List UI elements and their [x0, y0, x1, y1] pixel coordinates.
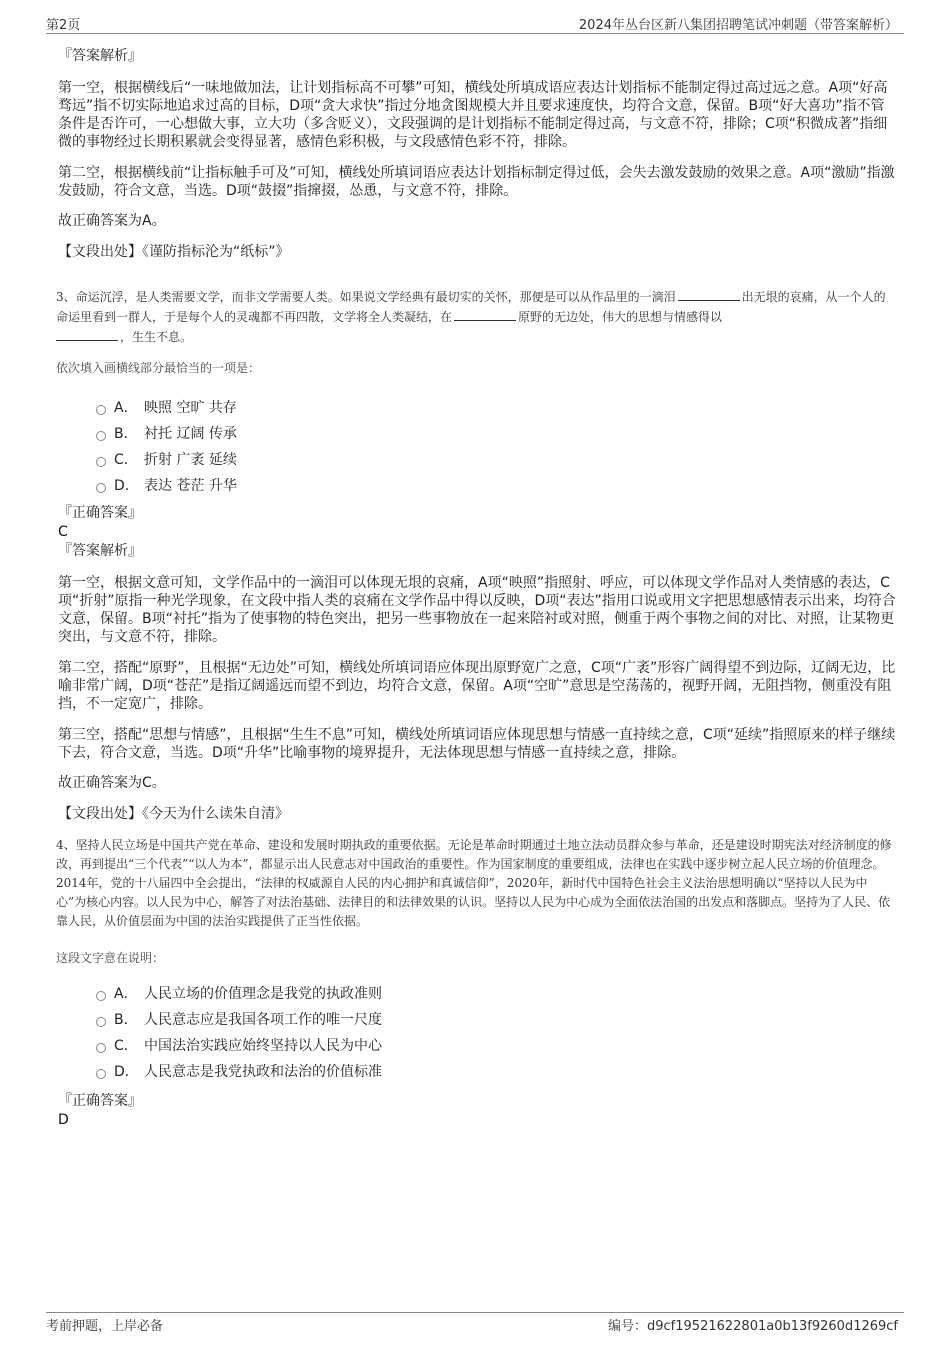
footer-slogan: 考前押题，上岸必备 [46, 1319, 164, 1334]
fill-blank [454, 309, 516, 321]
analysis-paragraph: 第二空，根据横线前“让指标触手可及”可知，横线处所填词语应表达计划指标制定得过低，会失去激发鼓励的效果之意。A项“激励”指激发鼓励，符合文意，当选。D项“鼓掇”指撺掇，怂恿，与文意不符，排除。 [58, 165, 895, 199]
option-list [96, 981, 896, 1085]
analysis-conclusion: 故正确答案为C。 [58, 775, 166, 791]
analysis-paragraph: 第二空，搭配“原野”，且根据“无边处”可知，横线处所填词语应体现出原野宽广之意，C项“广袤”形容广阔得望不到边际，辽阔无边，比喻非常广阔，D项“苍茫”是指辽阔遥远而望不到边，均符合文意，保留。A项“空旷”意思是空荡荡的，视野开阔，无阻挡物，侧重没有阻挡，不一定宽广，排除。 [58, 660, 896, 712]
analysis-paragraph: 第一空，根据文意可知，文学作品中的一滴泪可以体现无垠的哀痛，A项“映照”指照射、呼应，可以体现文学作品对人类情感的表达，C项“折射”原指一种光学现象，在文段中指人类的哀痛在文学作品中得以反映，D项“表达”指用口说或用文字把思想感情表示出来，均符合文意，保留。B项“衬托”指为了使事物的特色突出，把另一些事物放在一起来陪衬或对照，侧重于两个事物之间的对比、对照，让某物更突出，与文意不符，排除。 [58, 575, 896, 645]
fill-blank [678, 289, 740, 301]
passage-source: 【文段出处】《今天为什么读朱自清》 [58, 806, 289, 822]
radio-button[interactable] [96, 405, 106, 415]
page-footer [46, 1312, 904, 1332]
option-list [96, 395, 896, 499]
analysis-paragraph: 第三空，搭配“思想与情感”，且根据“生生不息”可知，横线处所填词语应体现思想与情感一直持续之意，C项“延续”指照原来的样子继续下去，符合文意，当选。D项“升华”比喻事物的境界提升，无法体现思想与情感一直持续之意，排除。 [58, 727, 896, 761]
fill-blank [56, 329, 118, 341]
option-b[interactable]: B． 衬托 辽阔 传承 [96, 421, 896, 447]
question-prompt: 这段文字意在说明： [56, 951, 165, 965]
radio-button[interactable] [96, 483, 106, 493]
option-text: 映照 空旷 共存 [144, 400, 237, 416]
option-c[interactable]: C． 中国法治实践应始终坚持以人民为中心 [96, 1033, 896, 1059]
option-b[interactable]: B． 人民意志应是我国各项工作的唯一尺度 [96, 1007, 896, 1033]
radio-button[interactable] [96, 1069, 106, 1079]
page-content [56, 46, 896, 1129]
correct-answer-label: 『正确答案』 [58, 1093, 142, 1109]
radio-button[interactable] [96, 1043, 106, 1053]
analysis-label: 『答案解析』 [58, 543, 142, 559]
option-a[interactable]: A． 映照 空旷 共存 [96, 395, 896, 421]
page-number: 第2页 [46, 18, 81, 33]
correct-answer-label: 『正确答案』 [58, 505, 142, 521]
page-header [46, 14, 904, 34]
analysis-conclusion: 故正确答案为A。 [58, 213, 166, 229]
option-text: 人民意志应是我国各项工作的唯一尺度 [144, 1012, 382, 1028]
question-text: ，生生不息。 [120, 330, 193, 344]
question-3 [56, 287, 896, 824]
question-text: 出无垠的哀痛，从一个人的命运里看到一群人，于是每个人的灵魂都不再四散，文学将全人类凝结，在 [56, 290, 886, 324]
option-d[interactable]: D． 人民意志是我党执政和法治的价值标准 [96, 1059, 896, 1085]
option-c[interactable]: C． 折射 广袤 延续 [96, 447, 896, 473]
option-text: 折射 广袤 延续 [144, 452, 237, 468]
option-text: 衬托 辽阔 传承 [144, 426, 237, 442]
question-text: 原野的无边处，伟大的思想与情感得以 [518, 310, 723, 324]
question-prompt: 依次填入画横线部分最恰当的一项是： [56, 361, 261, 375]
passage-source: 【文段出处】《谨防指标沦为“纸标”》 [58, 244, 290, 260]
analysis-label: 『答案解析』 [58, 48, 142, 64]
option-text: 表达 苍茫 升华 [144, 478, 237, 494]
radio-button[interactable] [96, 431, 106, 441]
question-stem: 4、坚持人民立场是中国共产党在革命、建设和发展时期执政的重要依据。无论是革命时期通过土地立法动员群众参与革命，还是建设时期宪法对经济制度的修改，再到提出“三个代表”“以人为本”，都显示出人民意志对中国政治的重要性。作为国家制度的重要组成，法律也在实践中逐步树立起人民立场的价值理念。2014年，党的十八届四中全会提出，“法律的权威源自人民的内心拥护和真诚信仰”，2020年，新时代中国特色社会主义法治思想明确以“坚持以人民为中心”为核心内容。以人民为中心，解答了对法治基础、法律目的和法律效果的认识。坚持以人民为中心成为全面依法治国的出发点和落脚点。坚持为了人民、依靠人民，从价值层面为中国的法治实践提供了正当性依据。 [56, 838, 892, 928]
analysis-paragraph: 第一空，根据横线后“一味地做加法，让计划指标高不可攀”可知，横线处所填成语应表达计划指标不能制定得过高过远之意。A项“好高骛远”指不切实际地追求过高的目标，D项“贪大求快”指过分地贪图规模大并且要求速度快，均符合文意，保留。B项“好大喜功”指不管条件是否许可，一心想做大事，立大功（多含贬义），文段强调的是计划指标不能制定得过高，与文意不符，排除；C项“积微成著”指细微的事物经过长期积累就会变得显著，感情色彩积极，与文段感情色彩不符，排除。 [58, 80, 888, 150]
prev-question-analysis [56, 46, 896, 262]
option-d[interactable]: D． 表达 苍茫 升华 [96, 473, 896, 499]
document-id: 编号：d9cf19521622801a0b13f9260d1269cf [608, 1319, 898, 1334]
option-text: 人民立场的价值理念是我党的执政准则 [144, 986, 382, 1002]
correct-answer: D [58, 1112, 69, 1128]
option-text: 中国法治实践应始终坚持以人民为中心 [144, 1038, 382, 1054]
radio-button[interactable] [96, 457, 106, 467]
question-stem [56, 287, 896, 347]
radio-button[interactable] [96, 991, 106, 1001]
option-text: 人民意志是我党执政和法治的价值标准 [144, 1064, 382, 1080]
option-a[interactable]: A． 人民立场的价值理念是我党的执政准则 [96, 981, 896, 1007]
radio-button[interactable] [96, 1017, 106, 1027]
question-4 [56, 836, 896, 1129]
correct-answer: C [58, 524, 68, 540]
document-title: 2024年丛台区新八集团招聘笔试冲刺题（带答案解析） [578, 18, 898, 33]
question-text: 3、命运沉浮，是人类需要文学，而非文学需要人类。如果说文学经典有最切实的关怀，那便是可以从作品里的一滴泪 [56, 290, 676, 304]
